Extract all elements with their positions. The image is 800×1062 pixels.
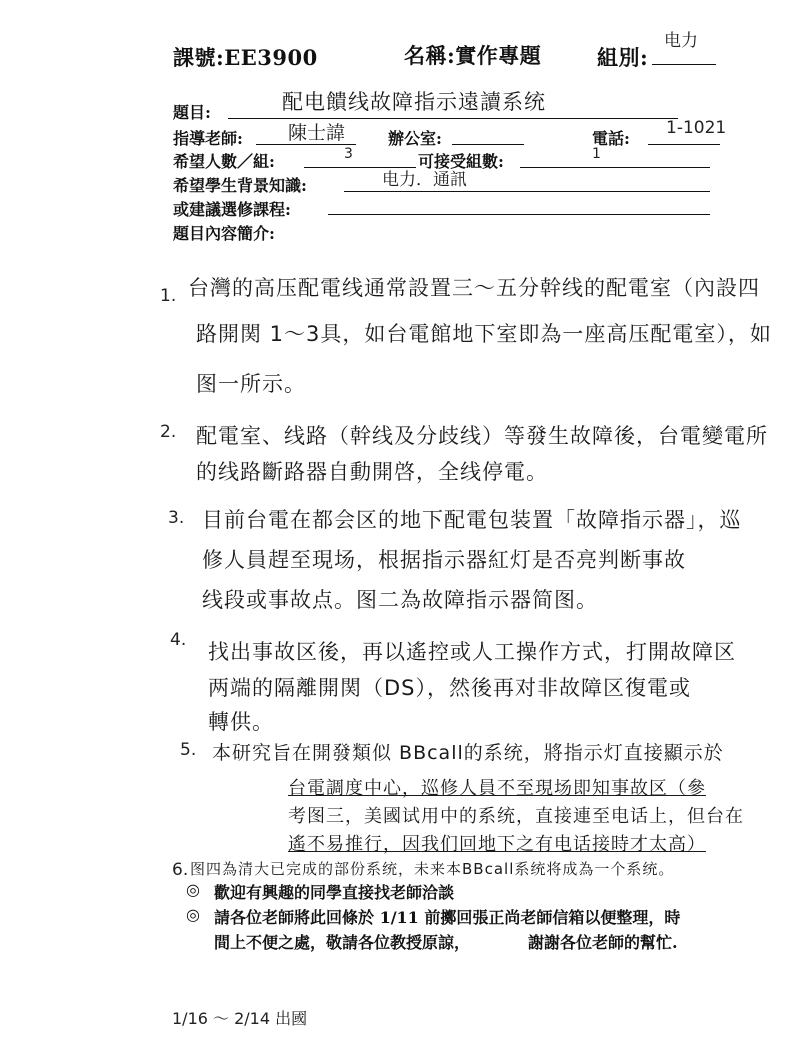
item-1-line-3: 图一所示。 xyxy=(196,372,306,396)
item-5-number: 5. xyxy=(180,740,197,760)
item-2-line-2: 的线路斷路器自動開啓，全线停電。 xyxy=(196,460,548,484)
item-5-subline-2: 考图三，美國试用中的系统，直接連至电话上，但台在 xyxy=(288,806,744,827)
advisor-value: 陳士諱 xyxy=(288,122,346,144)
group-underline xyxy=(652,64,716,65)
courses-underline xyxy=(328,214,710,215)
item-5-subline-1: 台電調度中心，巡修人員不至現场即知事故区（參 xyxy=(288,778,706,799)
note-1-mark: ◎ xyxy=(186,880,200,899)
group-label: 組別: xyxy=(597,45,649,70)
item-3-number: 3. xyxy=(168,508,185,528)
group-value: 电力 xyxy=(664,31,698,51)
advisor-label: 指導老師: xyxy=(173,129,243,148)
course-name: 名稱:實作專題 xyxy=(404,43,542,68)
item-1-line-2: 路開関 1～3具，如台電館地下室即為一座高压配電室），如 xyxy=(196,322,772,346)
accept-label: 可接受組數: xyxy=(418,152,504,171)
courses-label: 或建議選修課程: xyxy=(173,200,291,219)
background-underline xyxy=(344,191,710,192)
people-value: 3 xyxy=(344,146,353,162)
item-2-number: 2. xyxy=(160,422,177,442)
background-label: 希望學生背景知識: xyxy=(173,176,307,195)
phone-underline xyxy=(648,144,720,145)
item-4-number: 4. xyxy=(170,630,187,650)
office-underline xyxy=(452,144,524,145)
course-code: 課號:EE3900 xyxy=(173,45,318,70)
topic-value: 配电饋线故障指示遠讀系统 xyxy=(282,90,546,114)
item-2-line-1: 配電室、线路（幹线及分歧线）等發生故障後，台電變電所 xyxy=(196,424,768,448)
item-3-line-2: 修人員趕至現场，根据指示器紅灯是否亮判断事故 xyxy=(202,548,686,572)
item-5-line-1: 本研究旨在開發類似 BBcall的系统，將指示灯直接顯示於 xyxy=(212,742,724,764)
item-3-line-1: 目前台電在都会区的地下配電包装置「故障指示器」，巡 xyxy=(202,508,742,532)
item-1-number: 1. xyxy=(160,286,177,306)
office-label: 辦公室: xyxy=(388,129,442,148)
topic-label: 題目: xyxy=(173,103,211,122)
people-label: 希望人數／組: xyxy=(173,152,275,171)
background-value: 电力．通訊 xyxy=(382,170,467,190)
note-2-text: 請各位老師將此回條於 1/11 前擲回張正尚老師信箱以便整理，時 xyxy=(214,908,681,927)
item-4-line-1: 找出事故区後，再以遙控或人工操作方式，打開故障区 xyxy=(208,640,736,664)
item-5-subline-3: 遙不易推行，因我们回地下之有电话接時才太高） xyxy=(288,834,706,855)
phone-value: 1-1021 xyxy=(666,118,727,138)
phone-label: 電話: xyxy=(592,129,630,148)
item-6-number: 6. xyxy=(172,860,189,880)
accept-value: 1 xyxy=(592,146,601,162)
note-2-mark: ◎ xyxy=(186,905,200,924)
footer-note: 1/16 ～ 2/14 出國 xyxy=(172,1009,308,1028)
note-1-text: 歡迎有興趣的同學直接找老師洽談 xyxy=(214,883,455,902)
accept-underline xyxy=(520,167,710,168)
item-3-line-3: 线段或事故点。图二為故障指示器简图。 xyxy=(202,588,598,612)
item-1-line-1: 台灣的高压配電线通常設置三～五分幹线的配電室（內設四 xyxy=(188,276,760,300)
note-2-continued: 間上不便之處，敬請各位教授原諒， xyxy=(214,933,471,952)
item-6-line-1: 图四為清大已完成的部份系统，未来本BBcall系统将成為一个系统。 xyxy=(190,860,675,878)
item-4-line-3: 轉供。 xyxy=(208,710,274,734)
summary-label: 題目內容簡介: xyxy=(173,224,275,243)
item-4-line-2: 两端的隔離開関（DS），然後再对非故障区復電或 xyxy=(208,676,691,700)
note-2-thanks: 謝謝各位老師的幫忙. xyxy=(528,933,678,952)
